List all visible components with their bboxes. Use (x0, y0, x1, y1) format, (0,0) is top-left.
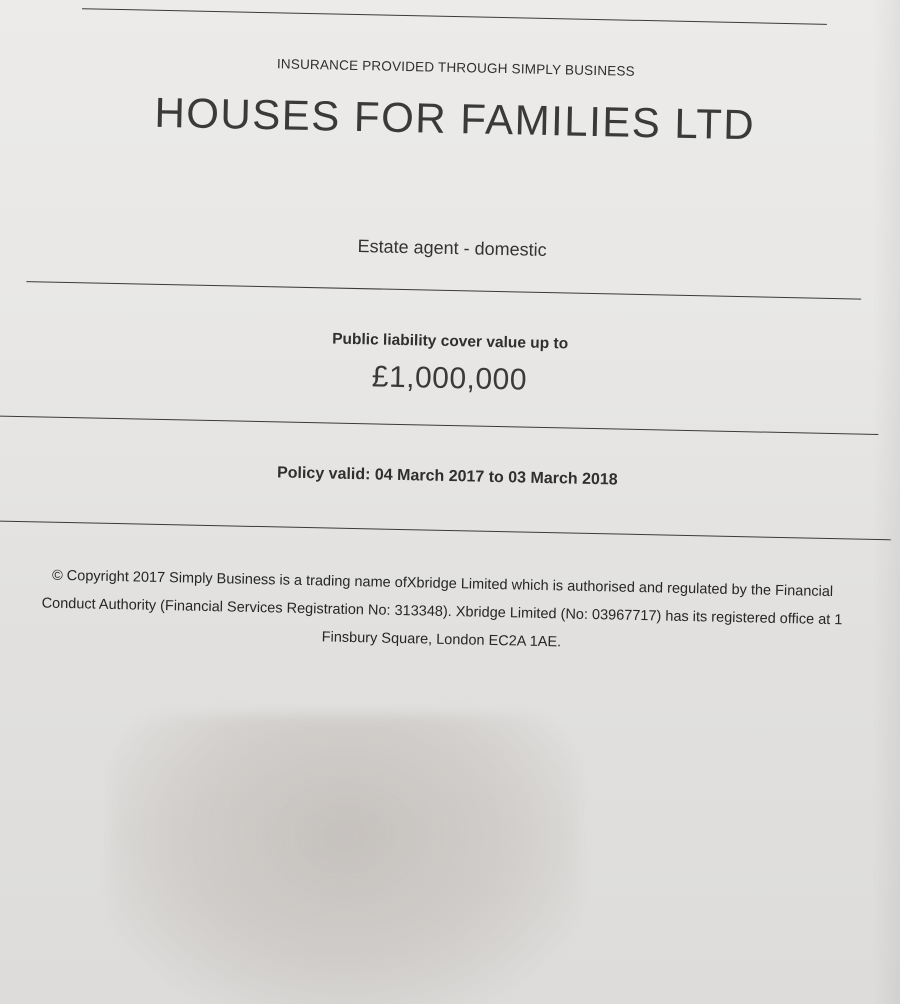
divider-2 (0, 416, 878, 435)
cover-value: £1,000,000 (371, 360, 528, 397)
cover-label: Public liability cover value up to (332, 330, 569, 353)
hand-shadow (110, 715, 580, 1004)
trade-description: Estate agent - domestic (357, 236, 547, 261)
divider-top (82, 8, 827, 25)
divider-1 (26, 281, 861, 299)
policy-validity: Policy valid: 04 March 2017 to 03 March 2018 (276, 464, 618, 489)
divider-3 (0, 521, 891, 541)
copyright-notice: © Copyright 2017 Simply Business is a trading name ofXbridge Limited which is authorised and regulated by the Financial Conduct Authority (Financial Services Registration No: 313348). Xbridge Limited (No: 03967717) has its registered office at 1 Finsbury Square, London EC2A 1AE. (41, 567, 843, 651)
provider-line: INSURANCE PROVIDED THROUGH SIMPLY BUSINESS (276, 56, 636, 79)
company-name: HOUSES FOR FAMILIES LTD (154, 88, 756, 149)
